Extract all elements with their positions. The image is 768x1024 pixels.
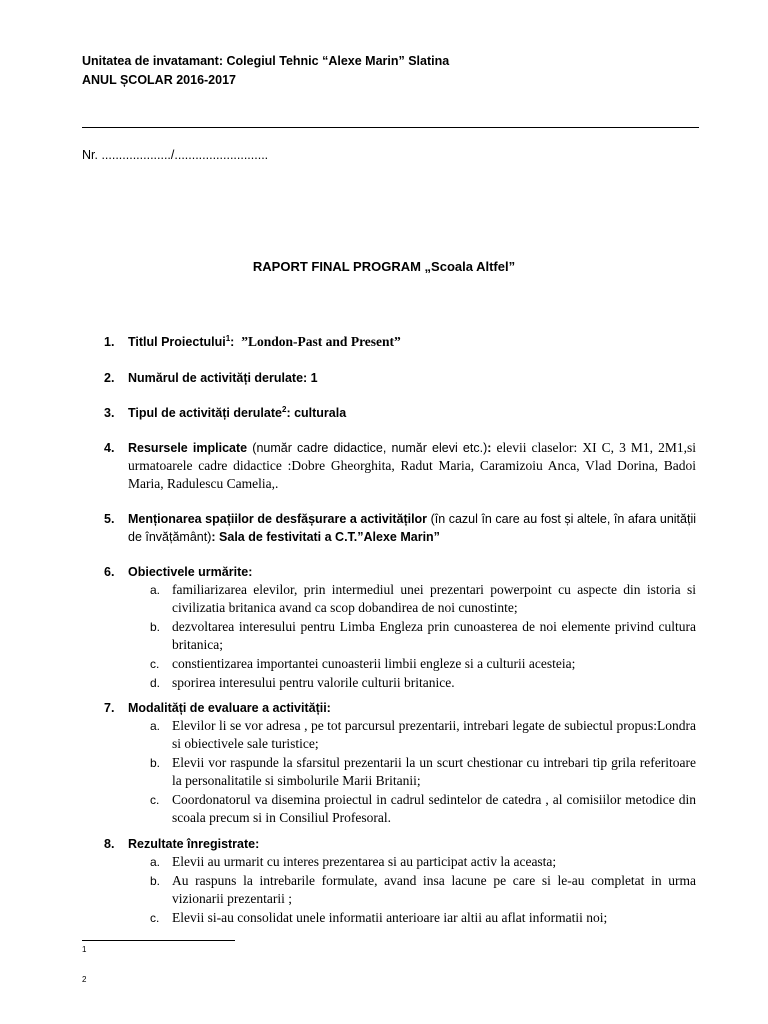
list-letter: a.	[150, 855, 161, 869]
list-item	[128, 655, 696, 673]
list-text: constientizarea importantei cunoasterii limbii engleze si a culturii acesteia;	[172, 656, 576, 671]
item-label: Rezultate înregistrate:	[128, 837, 260, 851]
item-label: Menționarea spațiilor de desfășurare a activităților	[128, 512, 428, 526]
item-label: Resursele implicate	[128, 441, 248, 455]
list-item	[128, 872, 696, 908]
list-letter: d.	[150, 676, 161, 690]
list-text: Coordonatorul va disemina proiectul in cadrul sedintelor de catedra , al comisiilor metodice din scoala precum si in Consiliul Profesoral.	[172, 792, 696, 825]
item-activity-type	[104, 404, 696, 422]
footnote-ref: 1	[225, 333, 231, 343]
item-value: : culturala	[286, 406, 347, 420]
item-activity-count	[104, 369, 696, 387]
registration-number: Nr. ..................../...........................	[82, 148, 269, 162]
footnote-2: 2	[82, 975, 87, 984]
list-text: Elevii vor raspunde la sfarsitul prezentarii la un scurt chestionar cu intrebari tip grila referitoare la personalitatile si simbolurile Marii Britanii;	[172, 755, 696, 788]
item-results	[104, 835, 696, 927]
list-text: Elevilor li se vor adresa , pe tot parcursul prezentarii, intrebari legate de subiectul propus:Londra si obiectivele sale turistice;	[172, 718, 696, 751]
item-number: 5.	[104, 512, 115, 526]
item-label: Numărul de activități derulate: 1	[128, 371, 318, 385]
list-text: dezvoltarea interesului pentru Limba Engleza prin cunoasterea de noi elemente privind cultura britanica;	[172, 619, 696, 652]
school-year-line: ANUL ȘCOLAR 2016-2017	[82, 73, 236, 87]
item-paren: (număr cadre didactice, număr elevi etc.)	[247, 441, 488, 455]
list-letter: a.	[150, 583, 161, 597]
item-colon: :	[230, 335, 235, 349]
list-letter: b.	[150, 756, 161, 770]
item-number: 8.	[104, 837, 115, 851]
list-letter: c.	[150, 793, 160, 807]
item-resources	[104, 439, 696, 493]
item-locations	[104, 510, 696, 546]
evaluation-list	[128, 717, 696, 827]
list-text: sporirea interesului pentru valorile culturii britanice.	[172, 675, 455, 690]
list-item	[128, 909, 696, 927]
list-item	[128, 791, 696, 827]
footnote-divider	[82, 940, 235, 941]
list-text: Elevii au urmarit cu interes prezentarea si au participat activ la aceasta;	[172, 854, 557, 869]
item-colon: :	[487, 441, 492, 455]
list-item	[128, 717, 696, 753]
item-project-title	[104, 333, 696, 351]
page-title: RAPORT FINAL PROGRAM „Scoala Altfel”	[252, 259, 516, 274]
item-value: elevii claselor: XI C, 3 M1, 2M1,si urmatoarele cadre didactice :Dobre Gheorghita, Radut Maria, Caramizoiu Anca, Vlad Dorina, Badoi Maria, Radulescu Camelia,.	[128, 440, 696, 491]
list-text: Elevii si-au consolidat unele informatii anterioare iar altii au aflat informatii noi;	[172, 910, 608, 925]
item-number: 7.	[104, 701, 115, 715]
item-label: Titlul Proiectului	[128, 335, 226, 349]
item-label: Obiectivele urmărite:	[128, 565, 253, 579]
results-list	[128, 853, 696, 927]
item-number: 2.	[104, 371, 115, 385]
list-item	[128, 754, 696, 790]
list-letter: c.	[150, 657, 160, 671]
header-divider	[82, 127, 699, 128]
item-paren: (în cazul în care au fost și altele, în afara unității de învățământ)	[128, 512, 696, 544]
item-label: Tipul de activități derulate	[128, 406, 282, 420]
item-value: : Sala de festivitati a C.T.”Alexe Marin”	[211, 530, 440, 544]
list-letter: b.	[150, 874, 161, 888]
list-text: Au raspuns la intrebarile formulate, avand insa lacune pe care si le-au completat in urma vizionarii prezentarii ;	[172, 873, 696, 906]
footnote-ref: 2	[281, 404, 287, 414]
list-letter: c.	[150, 911, 160, 925]
item-objectives	[104, 563, 696, 692]
list-text: familiarizarea elevilor, prin intermediul unei prezentari powerpoint cu aspecte din istoria si civilizatia britanica avand ca scop dobandirea de noi cunostinte;	[172, 582, 696, 615]
list-item	[128, 853, 696, 871]
item-number: 4.	[104, 441, 115, 455]
item-label: Modalități de evaluare a activității:	[128, 701, 331, 715]
item-value: ”London-Past and Present”	[241, 334, 401, 349]
list-item	[128, 581, 696, 617]
footnote-1: 1	[82, 945, 87, 954]
list-letter: b.	[150, 620, 161, 634]
objectives-list	[128, 581, 696, 692]
item-evaluation	[104, 699, 696, 827]
list-letter: a.	[150, 719, 161, 733]
school-unit-line: Unitatea de invatamant: Colegiul Tehnic “Alexe Marin” Slatina	[82, 54, 450, 68]
list-item	[128, 618, 696, 654]
item-number: 3.	[104, 406, 115, 420]
item-number: 1.	[104, 335, 115, 349]
list-item	[128, 674, 696, 692]
item-number: 6.	[104, 565, 115, 579]
